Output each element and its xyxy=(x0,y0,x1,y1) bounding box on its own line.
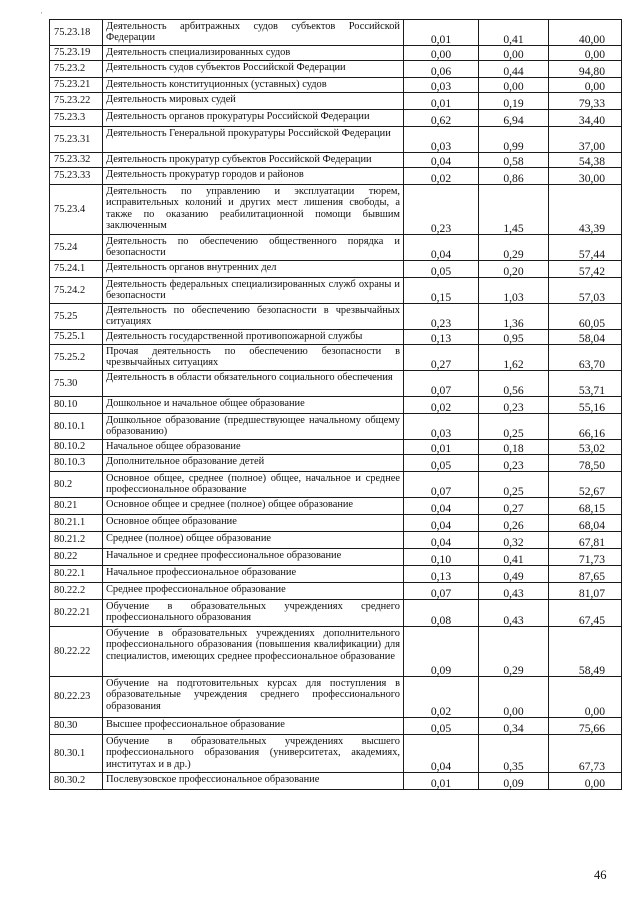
row-code: 75.23.3 xyxy=(50,110,103,127)
row-code: 80.10 xyxy=(50,397,103,414)
row-value-1: 0,00 xyxy=(404,46,479,61)
table-row xyxy=(50,455,622,472)
row-value-3: 55,16 xyxy=(549,397,622,414)
row-code: 80.22.22 xyxy=(50,627,103,677)
table-row xyxy=(50,127,622,153)
row-value-2: 6,94 xyxy=(479,110,549,127)
row-value-3: 34,40 xyxy=(549,110,622,127)
row-value-2: 0,44 xyxy=(479,61,549,78)
row-value-3: 63,70 xyxy=(549,345,622,371)
table-row xyxy=(50,718,622,735)
row-value-1: 0,07 xyxy=(404,371,479,397)
table-row xyxy=(50,566,622,583)
row-value-3: 87,65 xyxy=(549,566,622,583)
row-value-1: 0,04 xyxy=(404,498,479,515)
row-value-3: 40,00 xyxy=(549,20,622,46)
row-name: Прочая деятельность по обеспечению безопасности в чрезвычайных ситуациях xyxy=(103,345,404,371)
row-value-1: 0,03 xyxy=(404,127,479,153)
row-name: Среднее профессиональное образование xyxy=(103,583,404,600)
row-name: Основное общее и среднее (полное) общее образование xyxy=(103,498,404,515)
row-name: Начальное профессиональное образование xyxy=(103,566,404,583)
row-value-3: 0,00 xyxy=(549,677,622,718)
row-value-1: 0,09 xyxy=(404,627,479,677)
row-value-3: 60,05 xyxy=(549,304,622,330)
row-code: 80.21.1 xyxy=(50,515,103,532)
row-name: Обучение в образовательных учреждениях высшего профессионального образования (университетах, академиях, институтах и в др.) xyxy=(103,735,404,773)
row-value-3: 68,15 xyxy=(549,498,622,515)
table-row xyxy=(50,20,622,46)
row-value-1: 0,07 xyxy=(404,583,479,600)
row-value-2: 0,34 xyxy=(479,718,549,735)
row-code: 80.22.21 xyxy=(50,600,103,627)
row-value-3: 79,33 xyxy=(549,93,622,110)
row-value-1: 0,05 xyxy=(404,455,479,472)
row-value-1: 0,62 xyxy=(404,110,479,127)
row-value-3: 0,00 xyxy=(549,78,622,93)
row-name: Дополнительное образование детей xyxy=(103,455,404,472)
row-code: 80.21 xyxy=(50,498,103,515)
row-code: 80.22.23 xyxy=(50,677,103,718)
row-name: Дошкольное и начальное общее образование xyxy=(103,397,404,414)
row-name: Послевузовское профессиональное образование xyxy=(103,773,404,790)
row-value-2: 0,29 xyxy=(479,235,549,261)
table-row xyxy=(50,414,622,440)
row-code: 75.23.32 xyxy=(50,153,103,168)
row-name: Основное общее образование xyxy=(103,515,404,532)
row-value-3: 52,67 xyxy=(549,472,622,498)
table-row xyxy=(50,677,622,718)
row-value-1: 0,04 xyxy=(404,153,479,168)
row-code: 80.21.2 xyxy=(50,532,103,549)
row-value-3: 81,07 xyxy=(549,583,622,600)
row-value-3: 37,00 xyxy=(549,127,622,153)
row-value-2: 1,45 xyxy=(479,185,549,235)
row-code: 75.23.21 xyxy=(50,78,103,93)
table-row xyxy=(50,93,622,110)
row-code: 75.23.4 xyxy=(50,185,103,235)
table-row xyxy=(50,330,622,345)
row-value-1: 0,07 xyxy=(404,472,479,498)
row-value-2: 0,43 xyxy=(479,600,549,627)
row-value-1: 0,04 xyxy=(404,235,479,261)
table-row xyxy=(50,168,622,185)
row-value-1: 0,27 xyxy=(404,345,479,371)
table-row xyxy=(50,532,622,549)
row-name: Деятельность конституционных (уставных) судов xyxy=(103,78,404,93)
row-name: Деятельность в области обязательного социального обеспечения xyxy=(103,371,404,397)
table-row xyxy=(50,600,622,627)
row-value-2: 0,25 xyxy=(479,414,549,440)
row-name: Деятельность судов субъектов Российской Федерации xyxy=(103,61,404,78)
row-value-2: 0,09 xyxy=(479,773,549,790)
row-value-1: 0,15 xyxy=(404,278,479,304)
row-value-2: 0,25 xyxy=(479,472,549,498)
row-value-3: 0,00 xyxy=(549,46,622,61)
row-code: 80.22 xyxy=(50,549,103,566)
row-value-2: 0,49 xyxy=(479,566,549,583)
table-row xyxy=(50,515,622,532)
row-name: Деятельность прокуратур городов и районов xyxy=(103,168,404,185)
row-name: Деятельность по обеспечению общественного порядка и безопасности xyxy=(103,235,404,261)
row-value-3: 0,00 xyxy=(549,773,622,790)
row-value-1: 0,03 xyxy=(404,414,479,440)
row-value-3: 57,03 xyxy=(549,278,622,304)
row-value-3: 53,71 xyxy=(549,371,622,397)
row-value-1: 0,04 xyxy=(404,532,479,549)
table-row xyxy=(50,78,622,93)
row-code: 75.24.1 xyxy=(50,261,103,278)
row-value-1: 0,02 xyxy=(404,397,479,414)
table-row xyxy=(50,46,622,61)
row-value-2: 1,03 xyxy=(479,278,549,304)
row-value-3: 66,16 xyxy=(549,414,622,440)
row-value-3: 94,80 xyxy=(549,61,622,78)
row-value-2: 0,58 xyxy=(479,153,549,168)
table-body xyxy=(50,20,622,790)
row-value-2: 0,27 xyxy=(479,498,549,515)
row-code: 75.23.33 xyxy=(50,168,103,185)
row-value-2: 0,20 xyxy=(479,261,549,278)
scan-artifact: · xyxy=(40,8,43,18)
row-value-1: 0,02 xyxy=(404,677,479,718)
row-name: Деятельность органов прокуратуры Российской Федерации xyxy=(103,110,404,127)
row-value-2: 0,00 xyxy=(479,677,549,718)
table-row xyxy=(50,110,622,127)
row-name: Высшее профессиональное образование xyxy=(103,718,404,735)
table-row xyxy=(50,583,622,600)
row-name: Деятельность специализированных судов xyxy=(103,46,404,61)
row-name: Деятельность мировых судей xyxy=(103,93,404,110)
row-value-3: 53,02 xyxy=(549,440,622,455)
row-value-3: 58,04 xyxy=(549,330,622,345)
row-code: 80.2 xyxy=(50,472,103,498)
row-code: 75.30 xyxy=(50,371,103,397)
data-table xyxy=(49,19,622,790)
row-value-1: 0,01 xyxy=(404,20,479,46)
row-value-1: 0,05 xyxy=(404,718,479,735)
row-name: Деятельность арбитражных судов субъектов Российской Федерации xyxy=(103,20,404,46)
row-value-3: 78,50 xyxy=(549,455,622,472)
row-value-2: 1,36 xyxy=(479,304,549,330)
page-number: 46 xyxy=(594,868,607,882)
row-value-2: 0,23 xyxy=(479,455,549,472)
row-value-2: 0,00 xyxy=(479,78,549,93)
row-value-3: 57,42 xyxy=(549,261,622,278)
row-value-2: 0,43 xyxy=(479,583,549,600)
row-name: Деятельность государственной противопожарной службы xyxy=(103,330,404,345)
row-name: Обучение на подготовительных курсах для поступления в образовательные учреждения среднего профессионального образования xyxy=(103,677,404,718)
table-row xyxy=(50,235,622,261)
row-value-1: 0,04 xyxy=(404,515,479,532)
table-row xyxy=(50,627,622,677)
row-value-1: 0,08 xyxy=(404,600,479,627)
row-code: 75.24 xyxy=(50,235,103,261)
row-value-3: 30,00 xyxy=(549,168,622,185)
row-code: 75.24.2 xyxy=(50,278,103,304)
row-code: 80.10.2 xyxy=(50,440,103,455)
row-name: Деятельность по обеспечению безопасности в чрезвычайных ситуациях xyxy=(103,304,404,330)
row-code: 80.22.2 xyxy=(50,583,103,600)
row-value-2: 0,32 xyxy=(479,532,549,549)
table-row xyxy=(50,304,622,330)
row-name: Основное общее, среднее (полное) общее, начальное и среднее профессиональное образование xyxy=(103,472,404,498)
row-value-2: 0,86 xyxy=(479,168,549,185)
row-name: Обучение в образовательных учреждениях среднего профессионального образования xyxy=(103,600,404,627)
row-value-3: 43,39 xyxy=(549,185,622,235)
row-name: Начальное общее образование xyxy=(103,440,404,455)
row-name: Начальное и среднее профессиональное образование xyxy=(103,549,404,566)
row-value-3: 67,81 xyxy=(549,532,622,549)
row-value-1: 0,04 xyxy=(404,735,479,773)
row-code: 75.23.31 xyxy=(50,127,103,153)
row-value-3: 58,49 xyxy=(549,627,622,677)
row-code: 80.30 xyxy=(50,718,103,735)
row-value-2: 0,99 xyxy=(479,127,549,153)
row-name: Деятельность прокуратур субъектов Российской Федерации xyxy=(103,153,404,168)
row-name: Деятельность по управлению и эксплуатации тюрем, исправительных колоний и других мест лишения свободы, а также по оказанию реабилитационной помощи бывшим заключенным xyxy=(103,185,404,235)
row-name: Среднее (полное) общее образование xyxy=(103,532,404,549)
row-name: Деятельность органов внутренних дел xyxy=(103,261,404,278)
row-value-3: 57,44 xyxy=(549,235,622,261)
row-value-1: 0,05 xyxy=(404,261,479,278)
table-row xyxy=(50,397,622,414)
table-row xyxy=(50,371,622,397)
row-code: 75.23.19 xyxy=(50,46,103,61)
row-value-1: 0,01 xyxy=(404,773,479,790)
row-value-1: 0,02 xyxy=(404,168,479,185)
table-row xyxy=(50,549,622,566)
row-code: 75.25.2 xyxy=(50,345,103,371)
table-row xyxy=(50,440,622,455)
row-value-1: 0,13 xyxy=(404,566,479,583)
table-row xyxy=(50,472,622,498)
row-value-3: 54,38 xyxy=(549,153,622,168)
row-value-1: 0,23 xyxy=(404,304,479,330)
row-code: 75.23.18 xyxy=(50,20,103,46)
row-value-3: 68,04 xyxy=(549,515,622,532)
row-code: 75.25.1 xyxy=(50,330,103,345)
row-value-1: 0,13 xyxy=(404,330,479,345)
table-row xyxy=(50,345,622,371)
row-value-2: 0,29 xyxy=(479,627,549,677)
row-value-1: 0,01 xyxy=(404,93,479,110)
table-row xyxy=(50,61,622,78)
row-value-1: 0,06 xyxy=(404,61,479,78)
row-code: 75.23.22 xyxy=(50,93,103,110)
row-value-1: 0,03 xyxy=(404,78,479,93)
row-value-2: 0,19 xyxy=(479,93,549,110)
row-value-2: 0,56 xyxy=(479,371,549,397)
row-code: 80.10.3 xyxy=(50,455,103,472)
row-value-3: 71,73 xyxy=(549,549,622,566)
row-code: 75.25 xyxy=(50,304,103,330)
table-row xyxy=(50,773,622,790)
row-code: 80.10.1 xyxy=(50,414,103,440)
table-row xyxy=(50,153,622,168)
table-row xyxy=(50,498,622,515)
row-value-2: 0,26 xyxy=(479,515,549,532)
table-row xyxy=(50,185,622,235)
row-value-2: 0,18 xyxy=(479,440,549,455)
row-value-1: 0,23 xyxy=(404,185,479,235)
row-value-2: 0,35 xyxy=(479,735,549,773)
row-name: Деятельность федеральных специализированных служб охраны и безопасности xyxy=(103,278,404,304)
row-value-3: 67,73 xyxy=(549,735,622,773)
row-value-3: 75,66 xyxy=(549,718,622,735)
row-value-2: 0,41 xyxy=(479,20,549,46)
table-row xyxy=(50,261,622,278)
row-code: 75.23.2 xyxy=(50,61,103,78)
row-value-1: 0,01 xyxy=(404,440,479,455)
row-name: Деятельность Генеральной прокуратуры Российской Федерации xyxy=(103,127,404,153)
row-value-1: 0,10 xyxy=(404,549,479,566)
row-code: 80.30.2 xyxy=(50,773,103,790)
table-row xyxy=(50,278,622,304)
table-row xyxy=(50,735,622,773)
row-name: Обучение в образовательных учреждениях дополнительного профессионального образования (повышения квалификации) для специалистов, имеющих среднее профессиональное образование xyxy=(103,627,404,677)
row-value-2: 0,00 xyxy=(479,46,549,61)
row-name: Дошкольное образование (предшествующее начальному общему образованию) xyxy=(103,414,404,440)
row-value-3: 67,45 xyxy=(549,600,622,627)
row-value-2: 0,95 xyxy=(479,330,549,345)
row-value-2: 0,41 xyxy=(479,549,549,566)
row-value-2: 1,62 xyxy=(479,345,549,371)
row-code: 80.22.1 xyxy=(50,566,103,583)
row-value-2: 0,23 xyxy=(479,397,549,414)
row-code: 80.30.1 xyxy=(50,735,103,773)
